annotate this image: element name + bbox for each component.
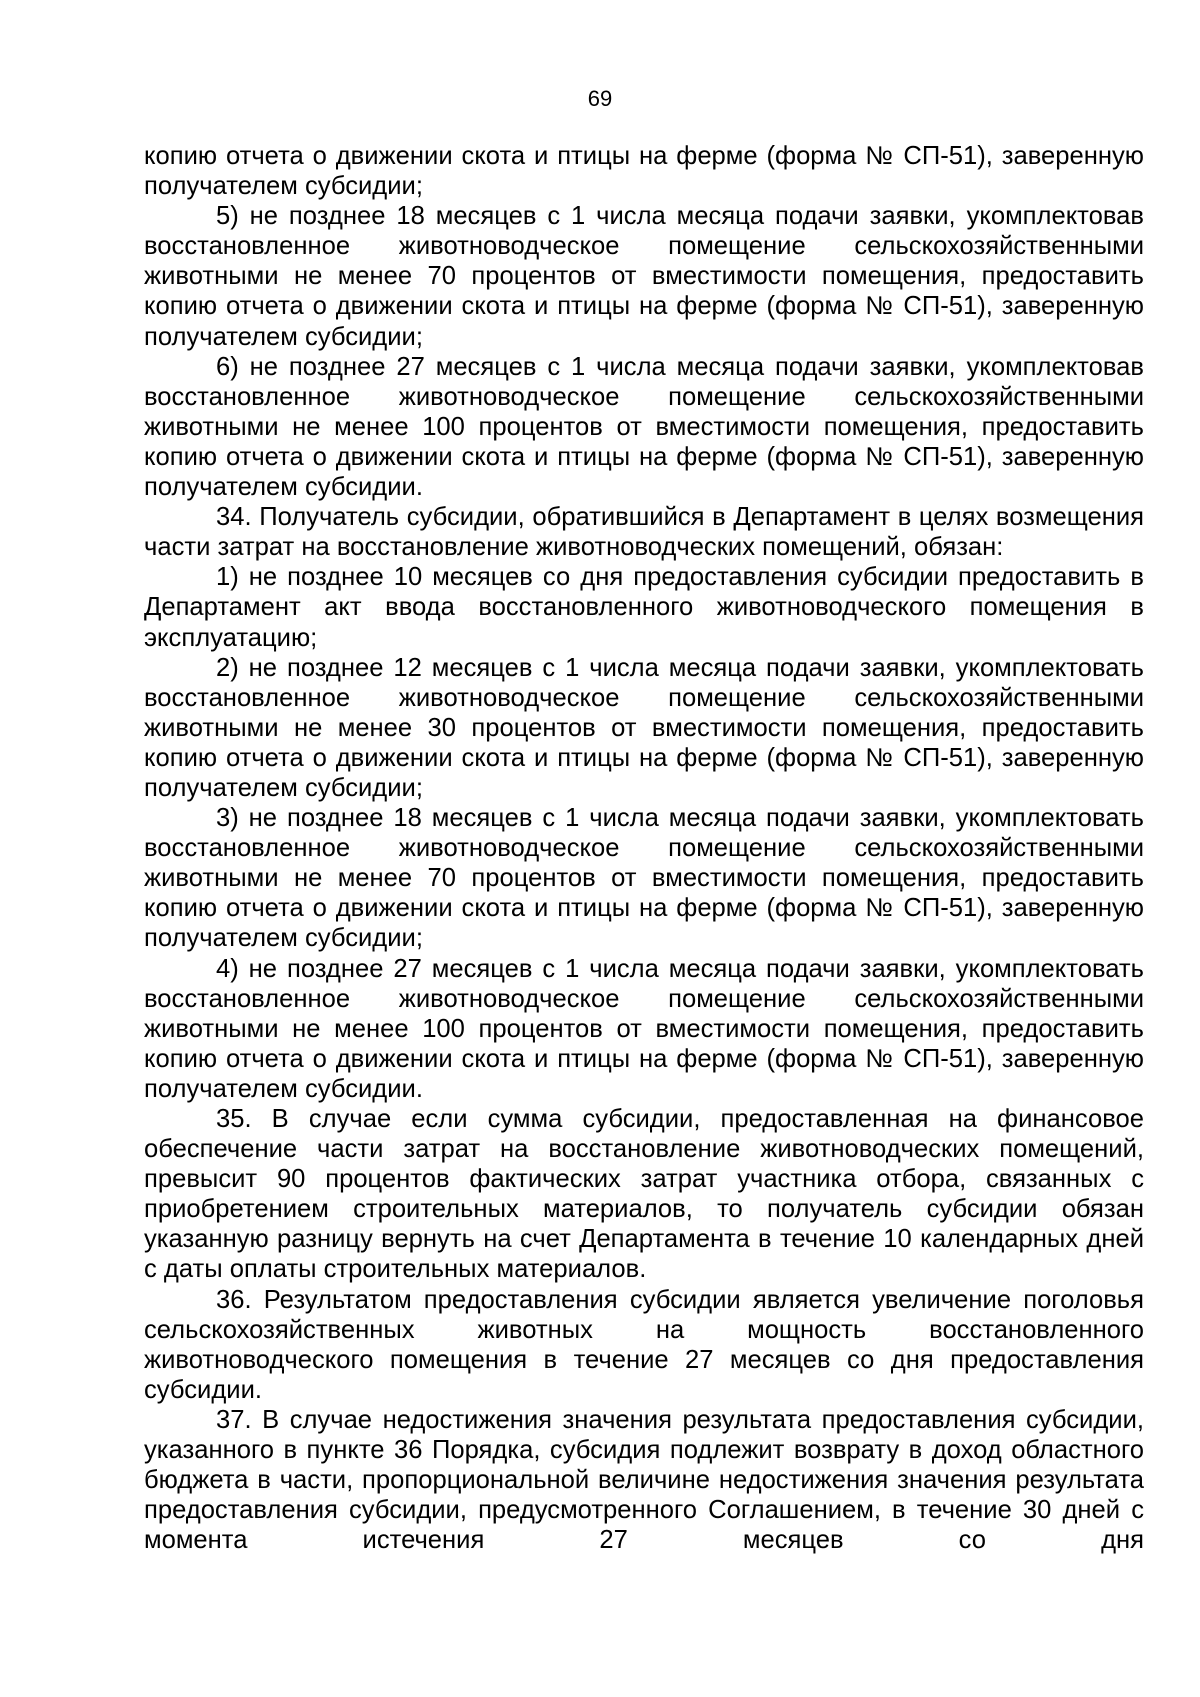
paragraph-continuation: копию отчета о движении скота и птицы на ферме (форма № СП-51), заверенную получателем субсидии; <box>144 142 1144 201</box>
paragraph-clause-36: 36. Результатом предоставления субсидии является увеличение поголовья сельскохозяйственных животных на мощность восстановленного животноводческого помещения в течение 27 месяцев со дня предоставления субсидии. <box>144 1285 1144 1404</box>
paragraph-item-4: 4) не позднее 27 месяцев с 1 числа месяца подачи заявки, укомплектовать восстановленное животноводческое помещение сельскохозяйственными животными не менее 100 процентов от вместимости помещения, предоставить копию отчета о движении скота и птицы на ферме (форма № СП-51), заверенную получателем субсидии. <box>144 954 1144 1103</box>
page-number: 69 <box>587 86 613 111</box>
paragraph-clause-37: 37. В случае недостижения значения результата предоставления субсидии, указанного в пункте 36 Порядка, субсидия подлежит возврату в доход областного бюджета в части, пропорциональной величине недостижения значения результата предоставления субсидии, предусмотренного Соглашением, в течение 30 дней с момента истечения 27 месяцев со дня <box>144 1405 1144 1555</box>
document-body <box>144 141 1144 1555</box>
paragraph-clause-34: 34. Получатель субсидии, обратившийся в Департамент в целях возмещения части затрат на восстановление животноводческих помещений, обязан: <box>144 503 1144 562</box>
paragraph-item-5: 5) не позднее 18 месяцев с 1 числа месяца подачи заявки, укомплектовав восстановленное животноводческое помещение сельскохозяйственными животными не менее 70 процентов от вместимости помещения, предоставить копию отчета о движении скота и птицы на ферме (форма № СП-51), заверенную получателем субсидии; <box>144 202 1144 351</box>
paragraph-item-3: 3) не позднее 18 месяцев с 1 числа месяца подачи заявки, укомплектовать восстановленное животноводческое помещение сельскохозяйственными животными не менее 70 процентов от вместимости помещения, предоставить копию отчета о движении скота и птицы на ферме (форма № СП-51), заверенную получателем субсидии; <box>144 804 1144 953</box>
paragraph-item-2: 2) не позднее 12 месяцев с 1 числа месяца подачи заявки, укомплектовать восстановленное животноводческое помещение сельскохозяйственными животными не менее 30 процентов от вместимости помещения, предоставить копию отчета о движении скота и птицы на ферме (форма № СП-51), заверенную получателем субсидии; <box>144 653 1144 802</box>
paragraph-item-1: 1) не позднее 10 месяцев со дня предоставления субсидии предоставить в Департамент акт ввода восстановленного животноводческого помещения в эксплуатацию; <box>144 563 1144 652</box>
paragraph-clause-35: 35. В случае если сумма субсидии, предоставленная на финансовое обеспечение части затрат на восстановление животноводческих помещений, превысит 90 процентов фактических затрат участника отбора, связанных с приобретением строительных материалов, то получатель субсидии обязан указанную разницу вернуть на счет Департамента в течение 10 календарных дней с даты оплаты строительных материалов. <box>144 1105 1144 1284</box>
paragraph-item-6: 6) не позднее 27 месяцев с 1 числа месяца подачи заявки, укомплектовав восстановленное животноводческое помещение сельскохозяйственными животными не менее 100 процентов от вместимости помещения, предоставить копию отчета о движении скота и птицы на ферме (форма № СП-51), заверенную получателем субсидии. <box>144 352 1144 502</box>
